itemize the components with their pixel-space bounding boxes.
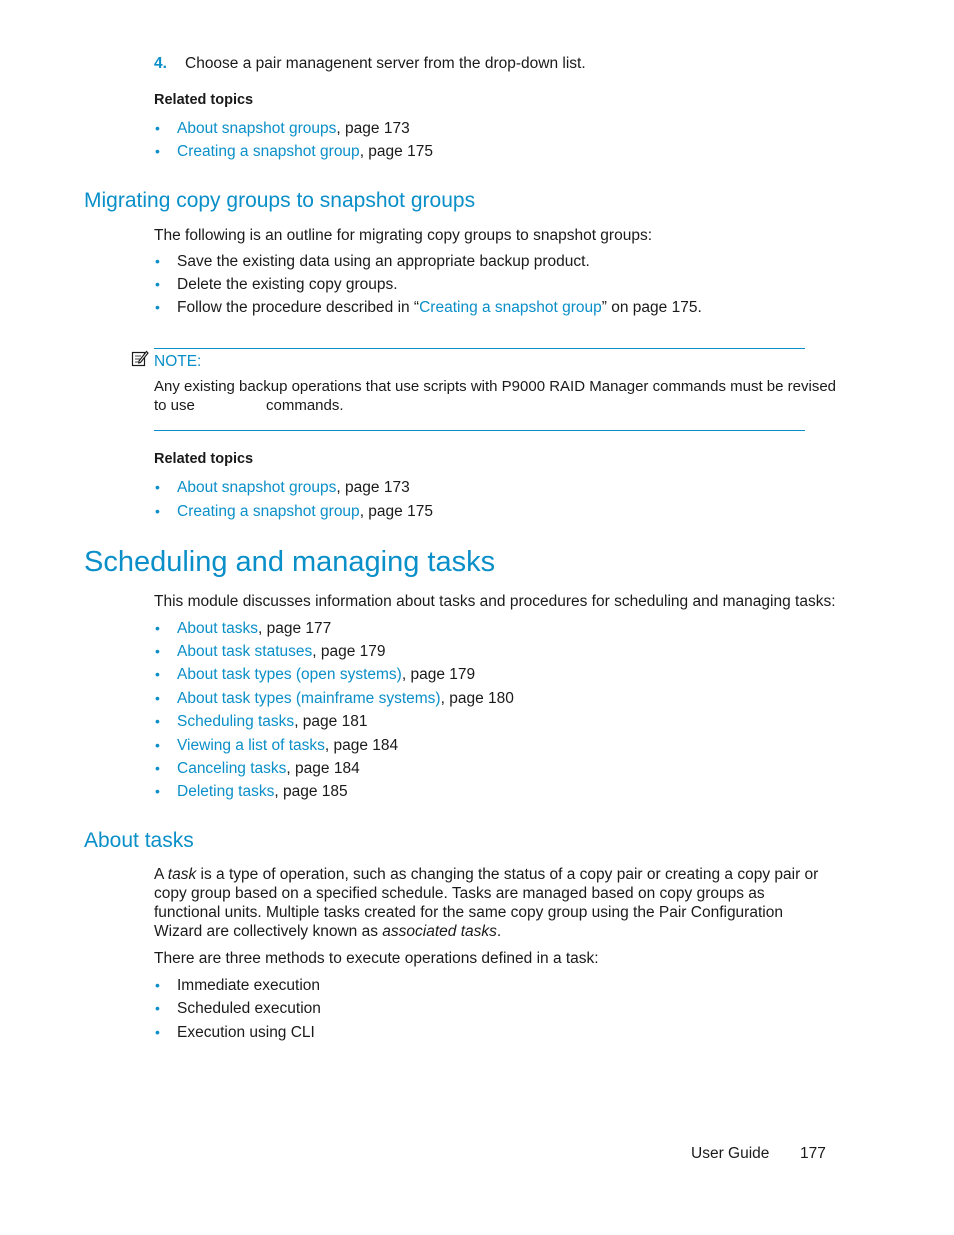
page-ref: , page 173 [336,479,410,496]
methods-intro: There are three methods to execute operations defined in a task: [154,950,599,967]
note-bottom-rule [154,430,805,431]
list-item: Save the existing data using an appropriate backup product. [177,253,590,270]
link-about-task-types-open[interactable]: About task types (open systems) [177,666,402,683]
note-top-rule [154,348,805,349]
bullet-icon: • [155,1000,160,1016]
bullet-icon: • [155,1024,160,1040]
bullet-icon: • [155,666,160,682]
chapter-heading-scheduling: Scheduling and managing tasks [84,546,496,578]
bullet-icon: • [155,620,160,636]
link-creating-snapshot-group[interactable]: Creating a snapshot group [177,143,360,160]
page-ref: , page 185 [274,783,348,800]
list-item [177,479,410,497]
bullet-icon: • [155,479,160,495]
text-suffix: ” on page 175. [601,299,702,316]
page-ref: , page 180 [440,690,514,707]
list-item [177,737,398,755]
list-item: Immediate execution [177,977,321,994]
scheduling-intro: This module discusses information about tasks and procedures for scheduling and managing tasks: [154,593,836,610]
page-number: 177 [800,1145,826,1162]
bullet-icon: • [155,737,160,753]
bullet-icon: • [155,690,160,706]
related-topics-heading: Related topics [154,451,254,467]
text: . [496,923,502,940]
section-heading-about-tasks: About tasks [84,829,194,852]
page-ref: , page 184 [286,760,360,777]
list-item: Scheduled execution [177,1000,321,1017]
emphasis-task: task [167,866,197,883]
note-pencil-icon [131,349,149,367]
list-item [177,760,360,778]
bullet-icon: • [155,977,160,993]
page-ref: , page 179 [312,643,386,660]
link-creating-snapshot-group[interactable]: Creating a snapshot group [419,299,602,316]
step-text: Choose a pair managenent server from the drop-down list. [185,55,586,72]
bullet-icon: • [155,643,160,659]
related-topics-heading: Related topics [154,92,254,108]
link-creating-snapshot-group[interactable]: Creating a snapshot group [177,503,360,520]
migrating-intro: The following is an outline for migrating copy groups to snapshot groups: [154,227,653,244]
bullet-icon: • [155,713,160,729]
bullet-icon: • [155,299,160,315]
link-about-snapshot-groups[interactable]: About snapshot groups [177,120,337,137]
about-tasks-paragraph [154,865,826,941]
section-heading-migrating: Migrating copy groups to snapshot groups [84,189,476,212]
bullet-icon: • [155,276,160,292]
bullet-icon: • [155,503,160,519]
page-ref: , page 179 [401,666,476,683]
list-item [177,783,348,801]
list-item: Delete the existing copy groups. [177,276,398,293]
link-scheduling-tasks[interactable]: Scheduling tasks [177,713,295,730]
page-ref: , page 173 [336,120,410,137]
list-item [177,666,475,684]
page-ref: , page 175 [359,503,433,520]
note-text-line2-prefix: to use [154,397,195,414]
link-about-tasks[interactable]: About tasks [177,620,258,637]
page-ref: , page 175 [359,143,433,160]
list-item [177,643,386,661]
footer-label: User Guide [691,1145,770,1162]
link-about-task-types-mainframe[interactable]: About task types (mainframe systems) [177,690,441,707]
note-text-line2-suffix: commands. [266,397,344,414]
list-item [177,690,514,708]
list-item [177,713,367,731]
link-deleting-tasks[interactable]: Deleting tasks [177,783,275,800]
list-item [177,143,433,161]
emphasis-associated-tasks: associated tasks [382,923,497,940]
text-prefix: Follow the procedure described in “ [177,299,420,316]
list-item [177,620,331,638]
note-label: NOTE: [154,353,202,370]
link-about-task-statuses[interactable]: About task statuses [177,643,313,660]
bullet-icon: • [155,143,160,159]
page-ref: , page 177 [258,620,332,637]
bullet-icon: • [155,120,160,136]
list-item [177,299,702,317]
bullet-icon: • [155,253,160,269]
bullet-icon: • [155,783,160,799]
text: is a type of operation, such as changing the status of a copy pair or creating a copy pair or copy group based on a specified schedule. Tasks are managed based on copy groups as functional units. Multiple tasks created for the same copy group using the Pair Configuration Wizard are collectively known as [154,866,819,940]
text: A [154,866,168,883]
list-item [177,120,410,138]
note-text-line1: Any existing backup operations that use scripts with P9000 RAID Manager commands must be revised [154,378,837,395]
bullet-icon: • [155,760,160,776]
link-viewing-list-of-tasks[interactable]: Viewing a list of tasks [177,737,325,754]
link-about-snapshot-groups[interactable]: About snapshot groups [177,479,337,496]
step-number: 4. [154,55,167,72]
page-ref: , page 181 [294,713,368,730]
page-ref: , page 184 [324,737,399,754]
list-item: Execution using CLI [177,1024,315,1041]
list-item [177,503,433,521]
link-canceling-tasks[interactable]: Canceling tasks [177,760,287,777]
